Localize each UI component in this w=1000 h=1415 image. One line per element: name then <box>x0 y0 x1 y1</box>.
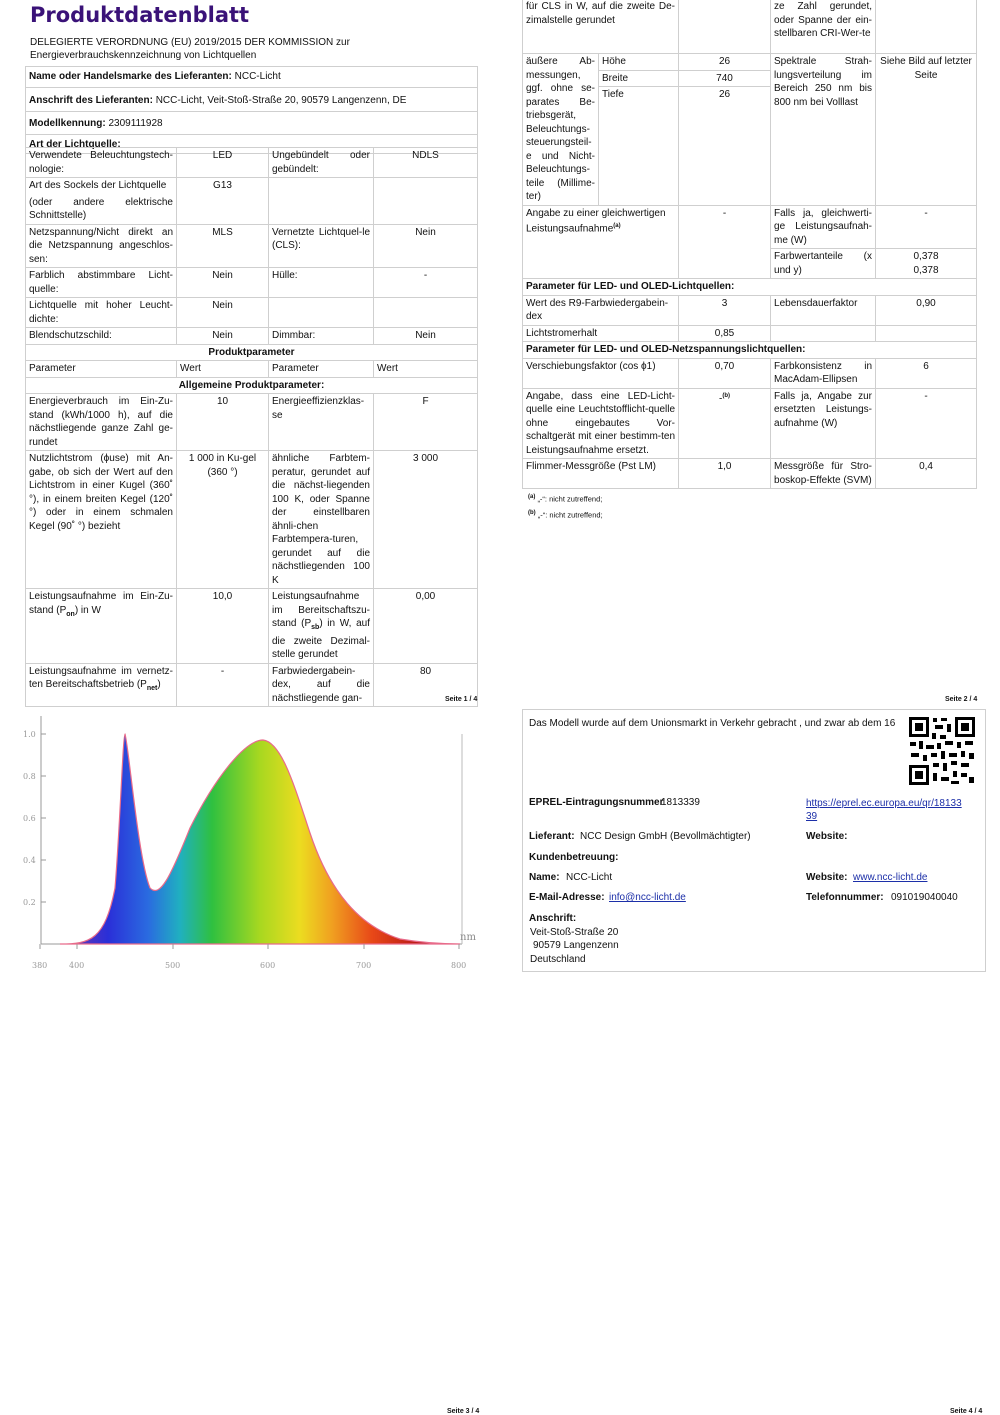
replacement-value: -$^{(b)}$ <box>679 388 771 459</box>
address-label: Anschrift: <box>529 913 577 924</box>
col-value-1: Wert <box>177 361 269 378</box>
pnet-label: Leistungsaufnahme im vernetz-ten Bereitschaftsbetrieb $(P_{net})$ <box>26 663 177 707</box>
psb-label: Leistungsaufnahme im Bereitschaftszu-stand $(P_{sb})$ in W, auf die zweite Dezimal-stelle gerundet <box>269 589 374 664</box>
chromaticity-y: 0,378 <box>913 264 939 276</box>
spectrum-area <box>60 734 460 944</box>
dimensions-label: äußere Ab-messungen, ggf. ohne se-parates Be-triebsgerät, Beleuchtungs-steuerungsteil-e und Nicht-Beleuchtungs-teile (Millime-ter) <box>523 54 599 206</box>
equiv-power-label: Falls ja, gleichwerti-ge Leistungsaufnah-me (W) <box>771 205 876 249</box>
page-number-1: Seite 1 / 4 <box>445 696 478 703</box>
x-tick-label: 700 <box>356 961 372 970</box>
x-tick-label: 500 <box>165 961 181 970</box>
cri-label: Farbwiedergabein-dex, auf die nächstliegende gan- <box>269 663 374 707</box>
equiv-label: Angabe zu einer gleichwertigen Leistungsaufnahme$^{(a)}$ <box>523 205 679 279</box>
supplier-table <box>25 66 478 154</box>
displacement-value: 0,70 <box>679 358 771 388</box>
bundled-label: Ungebündelt oder gebündelt: <box>269 148 374 178</box>
contact-name-label: Name: <box>529 872 560 883</box>
contact-name-value: NCC-Licht <box>566 872 613 883</box>
stroboscopic-label: Messgröße für Stro-boskop-Effekte (SVM) <box>771 459 876 489</box>
envelope-label: Hülle: <box>269 268 374 298</box>
spd-value: Siehe Bild auf letzter Seite <box>876 54 977 206</box>
col-param-1: Parameter <box>26 361 177 378</box>
mains-value: MLS <box>177 224 269 268</box>
r9-label: Wert des R9-Farbwiedergabein-dex <box>523 295 679 325</box>
flux-label: Nutzlichtstrom (ϕuse) mit An-gabe, ob sich der Wert auf den Lichtstrom in einer Kugel (360˚ °), in einem breiten Kegel (120˚ °) oder in einem schmalen Kegel (90˚ °) bezieht <box>26 451 177 589</box>
glare-shield-value: Nein <box>177 328 269 345</box>
macadam-label: Farbkonsistenz in MacAdam-Ellipsen <box>771 358 876 388</box>
led-params-heading: Parameter für LED- und OLED-Lichtquellen: <box>523 279 977 296</box>
pon-value: 10,0 <box>177 589 269 664</box>
x-tick-label: 380 <box>32 961 48 970</box>
product-params-heading: Produktparameter <box>26 344 478 361</box>
dimmable-label: Dimmbar: <box>269 328 374 345</box>
macadam-value: 6 <box>876 358 977 388</box>
website-label: Website: <box>806 831 848 842</box>
equiv-value: - <box>679 205 771 279</box>
replacement-power-label: Falls ja, Angabe zur ersetzten Leistungs-aufnahme (W) <box>771 388 876 459</box>
socket-label: Art des Sockels der Lichtquelle <box>29 180 167 191</box>
footnote-a: $^{(a)}$ „-“: nicht zutreffend; <box>528 494 603 504</box>
tech-value: LED <box>177 148 269 178</box>
address-line-1: Veit-Stoß-Straße 20 <box>530 927 619 938</box>
equiv-power-value: - <box>876 205 977 249</box>
psb-value: 0,00 <box>374 589 478 664</box>
spectrum-chart <box>20 708 482 976</box>
flux-value: 1 000 in Ku-gel (360 °) <box>177 451 269 589</box>
supplier-value: NCC Design GmbH (Bevollmächtigter) <box>580 831 751 842</box>
y-tick-label: 0.8 <box>23 772 36 781</box>
color-tunable-value: Nein <box>177 268 269 298</box>
page-number-2: Seite 2 / 4 <box>945 696 978 703</box>
page-title: Produktdatenblatt <box>30 3 250 27</box>
col-value-2: Wert <box>374 361 478 378</box>
high-luminance-label: Lichtquelle mit hoher Leucht-dichte: <box>26 298 177 328</box>
phone-value: 091019040040 <box>891 892 958 903</box>
regulation-text: DELEGIERTE VERORDNUNG (EU) 2019/2015 DER KOMMISSION zur Energieverbrauchskennzeichnung von Lichtquellen <box>30 37 350 61</box>
eprel-label: EPREL-Eintragungsnummer <box>529 797 664 808</box>
y-tick-label: 0.6 <box>23 814 36 823</box>
customer-service-label: Kundenbetreuung: <box>529 852 619 863</box>
chromaticity-x: 0,378 <box>913 251 939 262</box>
email-label: E-Mail-Adresse: <box>529 892 605 903</box>
eprel-value: 1813339 <box>661 797 700 808</box>
model-label: Modellkennung: <box>29 118 106 129</box>
y-tick-label: 0.2 <box>23 898 36 907</box>
energy-value: 10 <box>177 394 269 451</box>
lumen-maintenance-value: 0,85 <box>679 325 771 342</box>
width-label: Breite <box>599 70 679 87</box>
color-tunable-label: Farblich abstimmbare Licht-quelle: <box>26 268 177 298</box>
general-params-heading: Allgemeine Produktparameter: <box>26 377 478 394</box>
depth-value: 26 <box>679 87 771 206</box>
lumen-maintenance-label: Lichtstromerhalt <box>523 325 679 342</box>
dimmable-value: Nein <box>374 328 478 345</box>
high-luminance-value: Nein <box>177 298 269 328</box>
mains-params-heading: Parameter für LED- und OLED-Netzspannungslichtquellen: <box>523 342 977 359</box>
product-table-page2 <box>522 0 977 489</box>
cct-value: 3 000 <box>374 451 478 589</box>
qr-code-icon[interactable] <box>907 715 977 787</box>
replacement-label: Angabe, dass eine LED-Licht-quelle eine Leuchtstofflicht-quelle ohne eingebautes Vor-schaltgerät mit einer bestimm-ten Leistungsaufnahme ersetzt. <box>523 388 679 459</box>
survival-factor-value: 0,90 <box>876 295 977 325</box>
survival-factor-label: Lebensdauerfaktor <box>771 295 876 325</box>
envelope-value: - <box>374 268 478 298</box>
glare-shield-label: Blendschutzschild: <box>26 328 177 345</box>
displacement-label: Verschiebungsfaktor (cos ϕ1) <box>523 358 679 388</box>
height-value: 26 <box>679 54 771 71</box>
y-tick-label: 0.4 <box>23 856 36 865</box>
x-tick-label: 800 <box>451 961 467 970</box>
width-value: 740 <box>679 70 771 87</box>
supplier-name-label: Name oder Handelsmarke des Lieferanten: <box>29 71 232 82</box>
eec-value: F <box>374 394 478 451</box>
footnote-b: $^{(b)}$ „-“: nicht zutreffend; <box>528 510 603 520</box>
model-value: 2309111928 <box>108 118 163 129</box>
flicker-value: 1,0 <box>679 459 771 489</box>
cri-label-cont: ze Zahl gerundet, oder Spanne der ein-stellbaren CRI-Wer-te <box>771 0 876 54</box>
y-ticks <box>23 730 46 907</box>
page-number-4: Seite 4 / 4 <box>950 1408 983 1415</box>
market-date-text: Das Modell wurde auf dem Unionsmarkt in Verkehr gebracht , und zwar ab dem 16 <box>529 718 896 729</box>
stroboscopic-value: 0,4 <box>876 459 977 489</box>
pnet-value: - <box>177 663 269 707</box>
socket-label-2: (oder andere elektrische Schnittstelle) <box>29 196 173 221</box>
phone-label: Telefonnummer: <box>806 892 884 903</box>
mains-label: Netzspannung/Nicht direkt an die Netzspannung angeschlos-sen: <box>26 224 177 268</box>
cri-value: 80 <box>374 663 478 707</box>
energy-label: Energieverbrauch im Ein-Zu-stand (kWh/1000 h), auf die nächstliegende ganze Zahl ge-rundet <box>26 394 177 451</box>
supplier-name-value: NCC-Licht <box>234 71 281 82</box>
unit-label: nm <box>460 932 476 943</box>
flicker-label: Flimmer-Messgröße (Pst LM) <box>523 459 679 489</box>
spd-label: Spektrale Strah-lungsverteilung im Bereich 250 nm bis 800 nm bei Volllast <box>771 54 876 206</box>
x-ticks <box>32 944 466 970</box>
website2-link[interactable]: www.ncc-licht.de <box>853 872 928 883</box>
x-tick-label: 400 <box>69 961 85 970</box>
page-number-3: Seite 3 / 4 <box>447 1408 480 1415</box>
address-line-3: Deutschland <box>530 954 586 965</box>
col-param-2: Parameter <box>269 361 374 378</box>
socket-value: G13 <box>177 178 269 225</box>
height-label: Höhe <box>599 54 679 71</box>
chromaticity-label: Farbwertanteile (x und y) <box>771 249 876 279</box>
website2-label: Website: <box>806 872 848 883</box>
eec-label: Energieeffizienzklas-se <box>269 394 374 451</box>
bundled-value: NDLS <box>374 148 478 178</box>
cct-label: ähnliche Farbtem-peratur, gerundet auf die nächst-liegenden 100 K, oder Spanne der einstellbaren ähnli-chen Farbtempera-turen, gerundet auf die nächstliegenden 100 K <box>269 451 374 589</box>
depth-label: Tiefe <box>599 87 679 206</box>
tech-label: Verwendete Beleuchtungstech-nologie: <box>26 148 177 178</box>
cls-value: Nein <box>374 224 478 268</box>
y-tick-label: 1.0 <box>23 730 36 739</box>
light-source-type-heading: Art der Lichtquelle: <box>26 135 478 154</box>
info-box <box>522 709 986 972</box>
supplier-address-label: Anschrift des Lieferanten: <box>29 95 153 106</box>
pnet-label-cont: für CLS in W, auf die zweite De-zimalstelle gerundet <box>523 0 679 54</box>
address-line-2: 90579 Langenzenn <box>533 940 619 951</box>
r9-value: 3 <box>679 295 771 325</box>
cls-label: Vernetzte Lichtquel-le (CLS): <box>269 224 374 268</box>
pon-label: Leistungsaufnahme im Ein-Zu-stand $(P_{on})$ in W <box>26 589 177 664</box>
supplier-address-value: NCC-Licht, Veit-Stoß-Straße 20, 90579 Langenzenn, DE <box>155 95 407 106</box>
replacement-power-value: - <box>876 388 977 459</box>
x-tick-label: 600 <box>260 961 276 970</box>
product-table-page1 <box>25 147 478 707</box>
eprel-link[interactable]: https://eprel.ec.europa.eu/qr/1813339 <box>806 798 962 822</box>
email-link[interactable]: info@ncc-licht.de <box>609 892 686 903</box>
supplier-label: Lieferant: <box>529 831 575 842</box>
